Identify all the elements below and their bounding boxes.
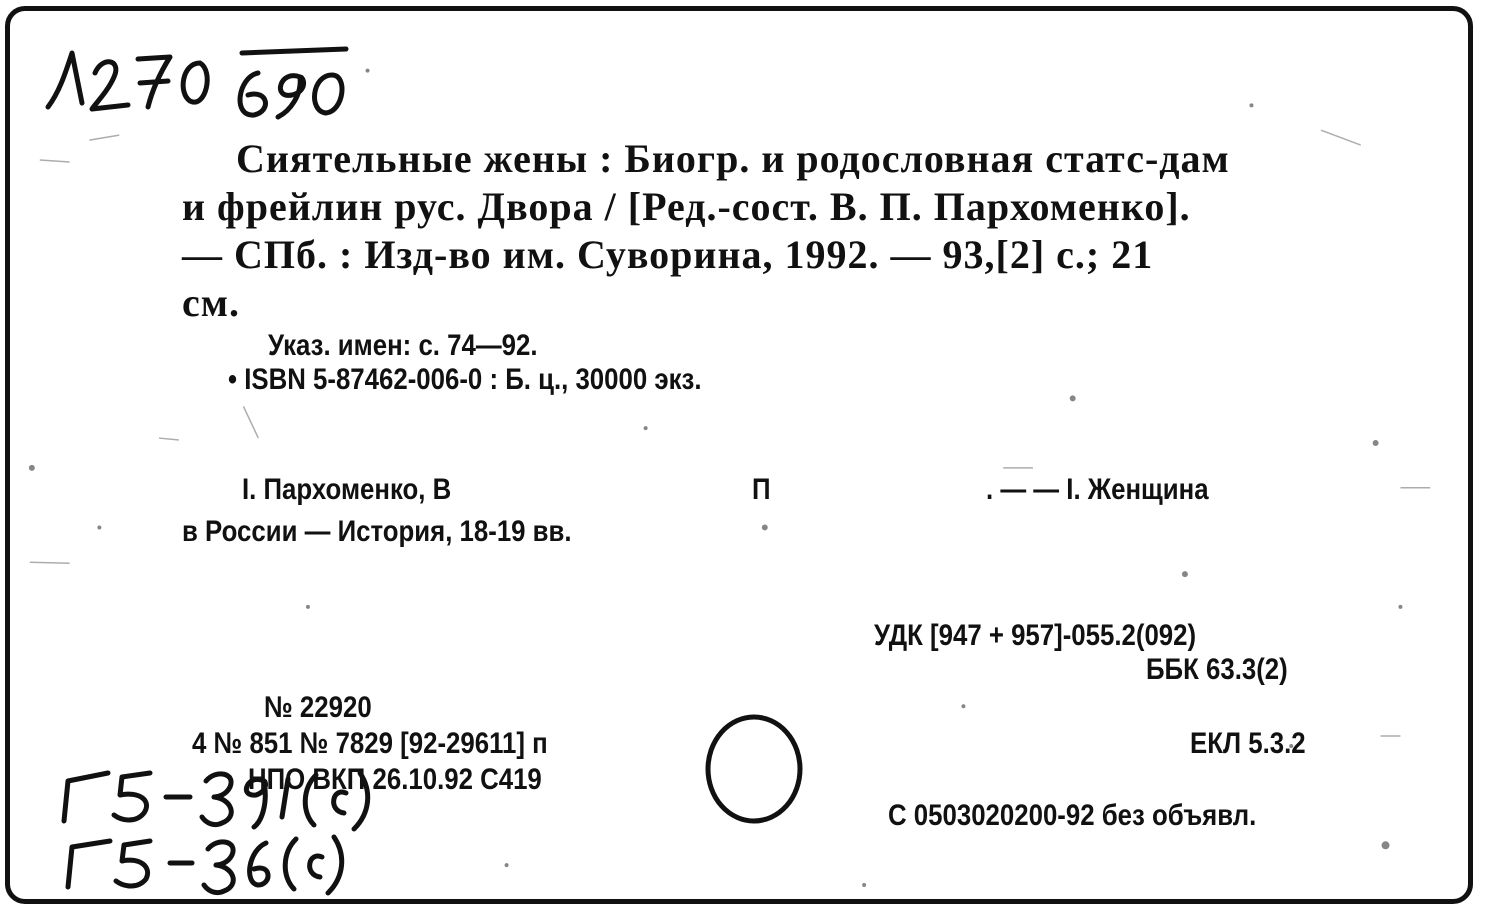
order-number: № 22920 bbox=[264, 691, 372, 724]
isbn-note: • ISBN 5-87462-006-0 : Б. ц., 30000 экз. bbox=[228, 363, 702, 396]
title-line-1: Сиятельные жены : Биогр. и родословная статс-дам bbox=[236, 136, 1230, 181]
bbk-code: ББК 63.3(2) bbox=[1146, 653, 1288, 686]
price-code: С 0503020200-92 без объявл. bbox=[888, 799, 1257, 832]
udk-code: УДК [947 + 957]-055.2(092) bbox=[874, 619, 1197, 652]
ekl-code: ЕКЛ 5.3.2 bbox=[1190, 727, 1306, 760]
tracing-initial: П bbox=[752, 473, 771, 506]
title-line-3: — СПб. : Изд-во им. Суворина, 1992. — 93,[2] с.; 21 bbox=[182, 232, 1154, 277]
index-note: Указ. имен: с. 74—92. bbox=[268, 329, 538, 362]
title-line-2: и фрейлин рус. Двора / [Ред.-сост. В. П. Пархоменко]. bbox=[182, 184, 1191, 229]
tracing-author: I. Пархоменко, В bbox=[242, 473, 452, 506]
title-line-4: см. bbox=[182, 280, 240, 325]
order-line: 4 № 851 № 7829 [92-29611] п bbox=[192, 727, 548, 760]
tracing-subject: . — — I. Женщина bbox=[986, 473, 1209, 506]
publisher-line: НПО ВКП 26.10.92 С419 bbox=[248, 763, 542, 796]
tracing-subject-cont: в России — История, 18-19 вв. bbox=[182, 515, 572, 548]
catalog-card bbox=[5, 6, 1473, 904]
